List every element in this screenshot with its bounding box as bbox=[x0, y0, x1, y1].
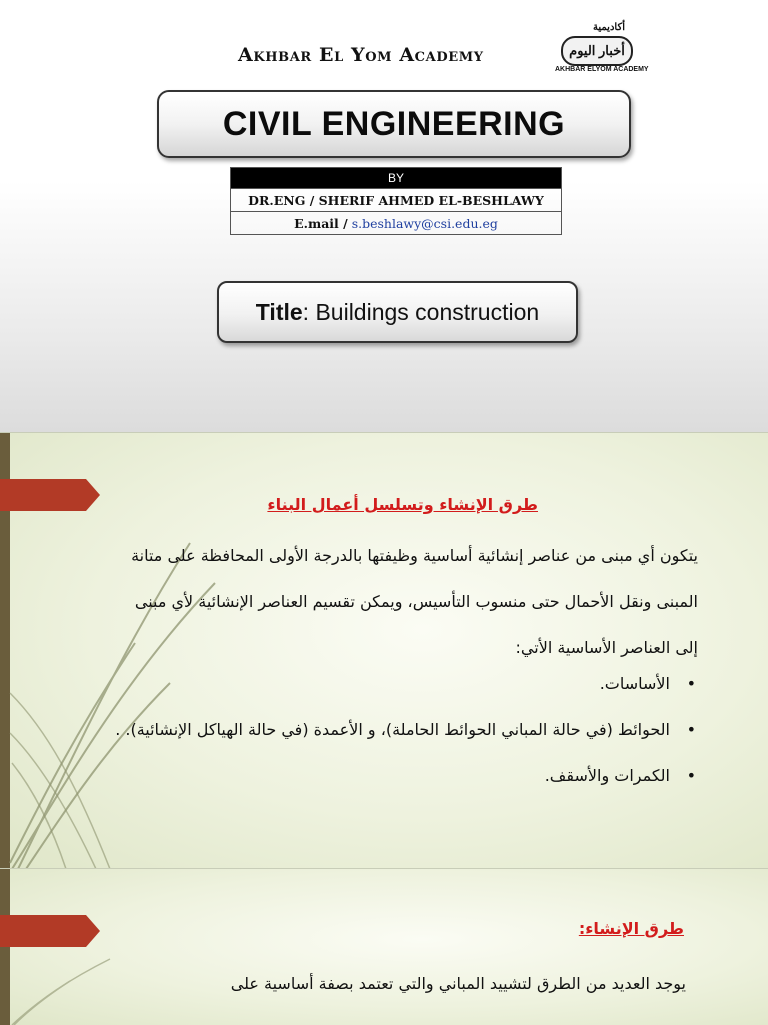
slide-heading: طرق الإنشاء: bbox=[578, 919, 684, 938]
list-item-text: الحوائط (في حالة المباني الحوائط الحاملة)، و الأعمدة (في حالة الهياكل الإنشائية). . bbox=[115, 720, 670, 739]
title-slide bbox=[0, 0, 768, 432]
intro-paragraph: يتكون أي مبنى من عناصر إنشائية أساسية وظيفتها بالدرجة الأولى المحافظة على متانة المبنى ونقل الأحمال حتى منسوب التأسيس، ويمكن تقسيم العناصر الإنشائية لأي مبنى إلى العناصر الأساسية الأتي: bbox=[131, 546, 698, 657]
email-link[interactable]: s.beshlawy@csi.edu.eg bbox=[351, 215, 498, 231]
logo-english: AKHBAR ELYOM ACADEMY bbox=[555, 66, 649, 73]
logo-arabic-top: أكاديمية bbox=[593, 22, 625, 33]
logo-arabic-main: أخبار اليوم bbox=[561, 36, 633, 66]
author-name: DR.ENG / SHERIF AHMED EL-BESHLAWY bbox=[231, 189, 562, 212]
slide-heading: طرق الإنشاء وتسلسل أعمال البناء bbox=[267, 495, 538, 514]
slide-accent-tab bbox=[0, 915, 100, 947]
academy-name: Akhbar El Yom Academy bbox=[238, 44, 484, 66]
content-slide-construction-types bbox=[0, 868, 768, 1025]
bullet-icon: • bbox=[686, 674, 696, 693]
email-cell bbox=[231, 212, 562, 235]
bullet-icon: • bbox=[686, 720, 696, 739]
academy-logo bbox=[555, 22, 649, 78]
intro-paragraph: يوجد العديد من الطرق لتشييد المباني والتي تعتمد بصفة أساسية على bbox=[230, 974, 686, 993]
bullet-icon: • bbox=[686, 766, 696, 785]
list-item bbox=[70, 707, 696, 753]
author-info-table bbox=[230, 167, 562, 235]
list-item-text: الأساسات. bbox=[599, 674, 670, 693]
structural-elements-list bbox=[70, 661, 698, 799]
list-item-text: الكمرات والأسقف. bbox=[544, 766, 670, 785]
email-label: E.mail / bbox=[294, 215, 348, 231]
course-title: CIVIL ENGINEERING bbox=[222, 104, 566, 143]
by-label: BY bbox=[231, 168, 562, 189]
list-item bbox=[70, 753, 696, 799]
topic-label: Title bbox=[255, 298, 303, 325]
list-item bbox=[70, 661, 696, 707]
course-title-box bbox=[157, 90, 631, 158]
content-slide-construction-methods bbox=[0, 432, 768, 869]
topic-title-box bbox=[217, 281, 578, 343]
slide-accent-tab bbox=[0, 479, 100, 511]
topic-value: : Buildings construction bbox=[302, 298, 540, 325]
